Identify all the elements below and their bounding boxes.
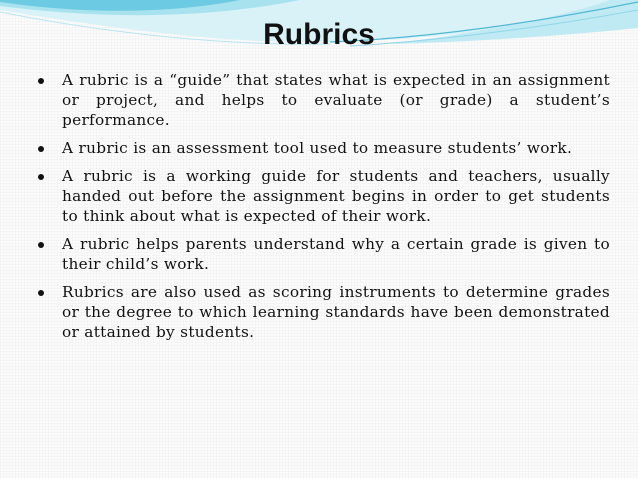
bullet-item: [38, 282, 610, 342]
bullet-icon: [38, 146, 44, 152]
bullet-text: A rubric is an assessment tool used to measure students’ work.: [62, 139, 573, 157]
bullet-text: A rubric is a “guide” that states what is expected in an assignment or project, and helps to evaluate (or grade) a student’s performance.: [62, 71, 610, 129]
slide-title: Rubrics: [263, 18, 375, 51]
bullet-icon: [38, 242, 44, 248]
bullet-item: [38, 138, 610, 158]
bullet-icon: [38, 78, 44, 84]
bullet-icon: [38, 290, 44, 296]
bullet-text: A rubric is a working guide for students and teachers, usually handed out before the assignment begins in order to get students to think about what is expected of their work.: [62, 167, 610, 225]
bullet-icon: [38, 174, 44, 180]
bullet-text: A rubric helps parents understand why a certain grade is given to their child’s work.: [62, 235, 610, 273]
bullet-item: [38, 234, 610, 274]
bullet-list: [38, 70, 610, 350]
bullet-item: [38, 166, 610, 226]
bullet-item: [38, 70, 610, 130]
bullet-text: Rubrics are also used as scoring instruments to determine grades or the degree to which learning standards have been demonstrated or attained by students.: [62, 283, 610, 341]
